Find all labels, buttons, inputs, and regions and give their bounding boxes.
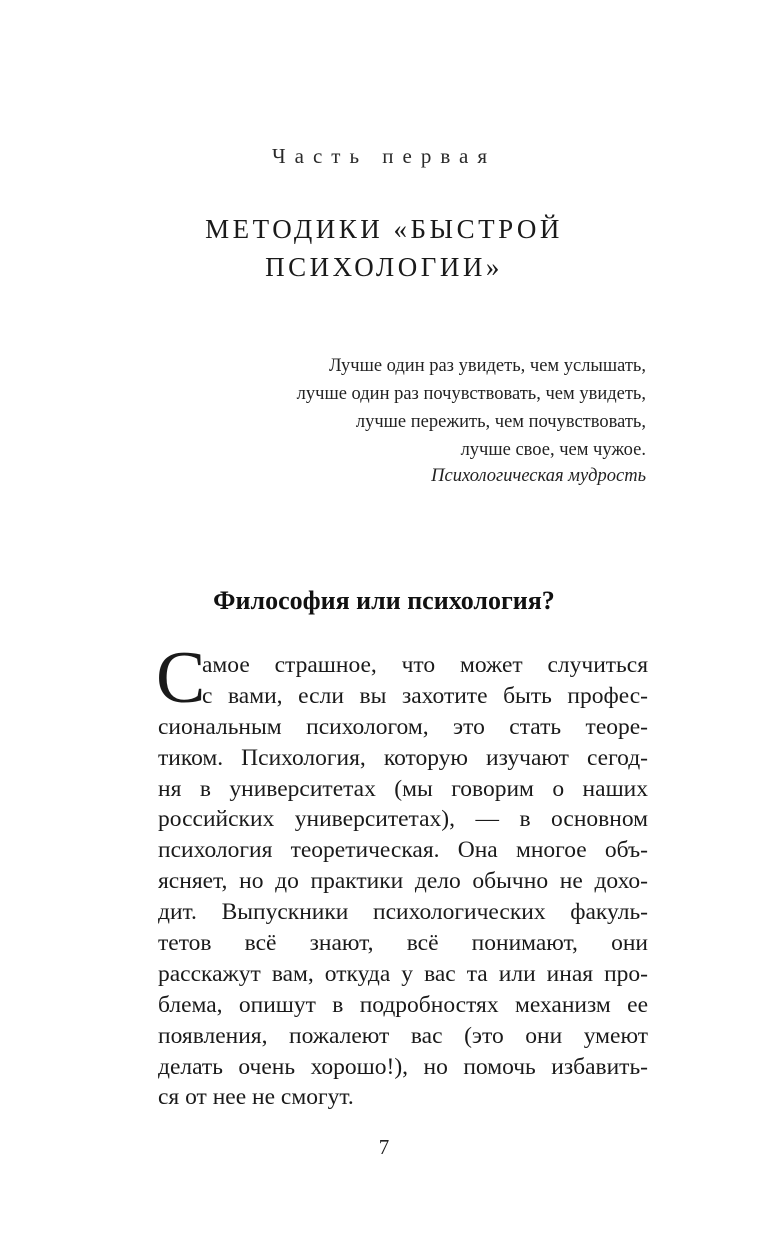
body-line: дит. Выпускники психологических факуль- <box>158 899 648 926</box>
body-line: сиональным психологом, это стать теоре- <box>158 713 648 740</box>
body-line: амое страшное, что может случиться <box>202 652 648 678</box>
body-line: тетов всё знают, всё понимают, они <box>158 930 648 957</box>
body-line: тиком. Психология, которую изучают сегод- <box>158 744 648 771</box>
epigraph-line: лучше один раз почувствовать, чем увидеть, <box>296 384 646 404</box>
epigraph-line: Лучше один раз увидеть, чем услышать, <box>328 356 646 376</box>
body-text <box>158 650 648 1113</box>
body-line: с вами, если вы захотите быть профес- <box>202 682 648 709</box>
body-line: российских университетах), — в основном <box>158 806 648 833</box>
drop-cap: С <box>156 637 206 719</box>
part-title <box>0 210 768 286</box>
body-line: ся от нее не смогут. <box>158 1084 354 1111</box>
epigraph-line: лучше свое, чем чужое. <box>460 440 646 460</box>
body-line: психология теоретическая. Она многое объ- <box>158 837 648 864</box>
part-label: Часть первая <box>272 144 496 168</box>
part-title-line-2: ПСИХОЛОГИИ» <box>265 252 503 282</box>
body-line: делать очень хорошо!), но помочь избавить- <box>158 1053 648 1080</box>
page-number: 7 <box>378 1135 390 1159</box>
body-line: блема, опишут в подробностях механизм ее <box>158 991 648 1018</box>
part-title-line-1: МЕТОДИКИ «БЫСТРОЙ <box>205 214 563 244</box>
epigraph-line: лучше пережить, чем почувствовать, <box>355 412 646 432</box>
epigraph-source: Психологическая мудрость <box>431 466 646 486</box>
section-heading: Философия или психология? <box>213 586 555 615</box>
epigraph <box>186 352 646 464</box>
body-line: расскажут вам, откуда у вас та или иная про- <box>158 960 648 987</box>
body-line: ня в университетах (мы говорим о наших <box>158 775 648 802</box>
body-line: ясняет, но до практики дело обычно не дохо- <box>158 868 648 895</box>
body-line: появления, пожалеют вас (это они умеют <box>158 1022 648 1049</box>
